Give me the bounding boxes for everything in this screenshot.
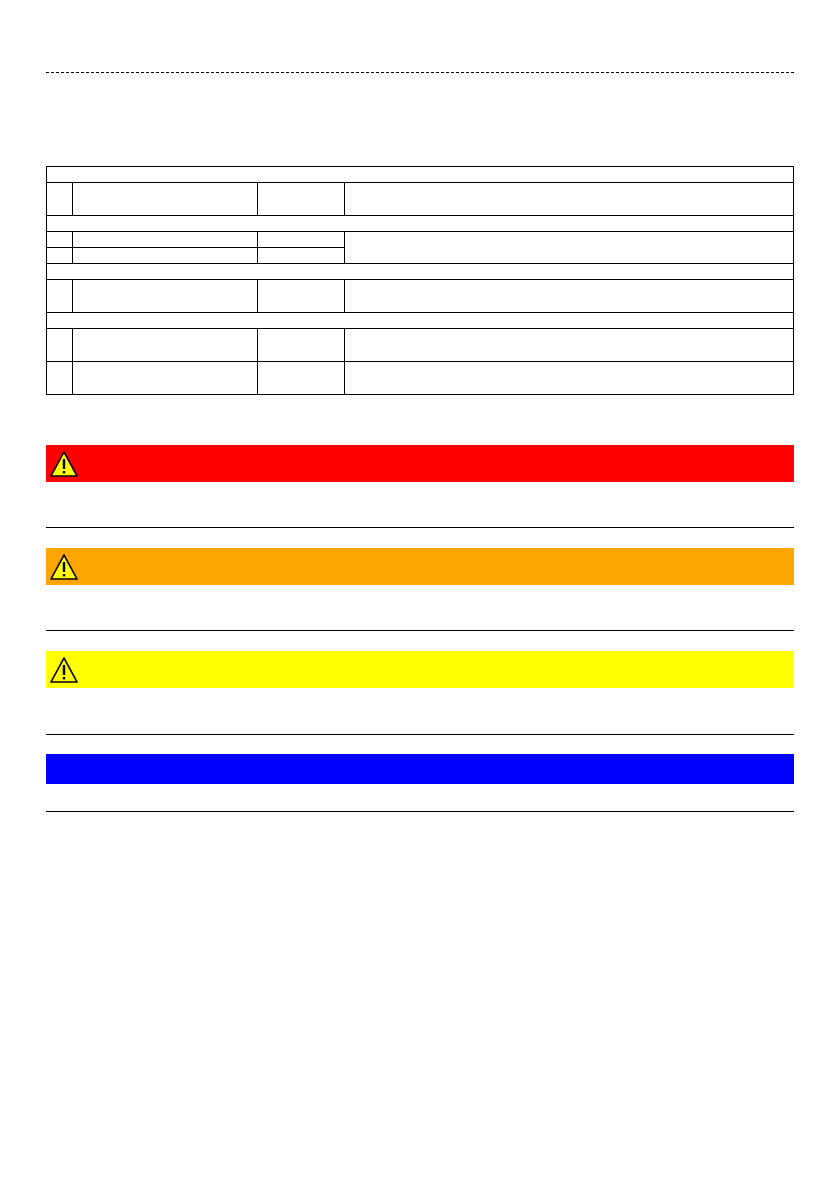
table-section-header	[47, 313, 794, 329]
row-description-cell	[345, 183, 794, 216]
warning-banner	[46, 548, 794, 585]
notice-section-divider	[46, 811, 794, 812]
row-name-cell	[73, 329, 258, 362]
table-section-header	[47, 216, 794, 232]
row-number-cell	[47, 280, 73, 313]
row-description-cell	[345, 362, 794, 395]
table-row	[47, 329, 794, 362]
row-number-cell	[47, 183, 73, 216]
table-row	[47, 183, 794, 216]
row-description-cell	[345, 329, 794, 362]
table-row	[47, 362, 794, 395]
notice-banner	[46, 754, 794, 784]
row-name-cell	[73, 232, 258, 248]
row-description-cell	[345, 280, 794, 313]
row-name-cell	[73, 183, 258, 216]
danger-section-divider	[46, 527, 794, 528]
table-section-header	[47, 167, 794, 183]
section-header-cell	[47, 216, 794, 232]
row-value-cell	[258, 232, 345, 248]
row-number-cell	[47, 362, 73, 395]
row-number-cell	[47, 248, 73, 264]
warning-triangle-icon	[49, 552, 79, 582]
row-number-cell	[47, 329, 73, 362]
row-value-cell	[258, 280, 345, 313]
section-header-cell	[47, 313, 794, 329]
section-header-cell	[47, 264, 794, 280]
row-value-cell	[258, 183, 345, 216]
row-value-cell	[258, 362, 345, 395]
caution-section-divider	[46, 734, 794, 735]
danger-banner	[46, 445, 794, 482]
warning-triangle-icon	[49, 449, 79, 479]
warning-triangle-icon	[49, 655, 79, 685]
header-dashed-rule	[46, 72, 794, 73]
row-name-cell	[73, 362, 258, 395]
section-header-cell	[47, 167, 794, 183]
row-number-cell	[47, 232, 73, 248]
specification-table	[46, 166, 794, 395]
row-name-cell	[73, 248, 258, 264]
row-description-cell	[345, 232, 794, 264]
table-row	[47, 232, 794, 248]
warning-section-divider	[46, 630, 794, 631]
row-value-cell	[258, 329, 345, 362]
table-section-header	[47, 264, 794, 280]
caution-banner	[46, 651, 794, 688]
table-row	[47, 280, 794, 313]
row-value-cell	[258, 248, 345, 264]
row-name-cell	[73, 280, 258, 313]
